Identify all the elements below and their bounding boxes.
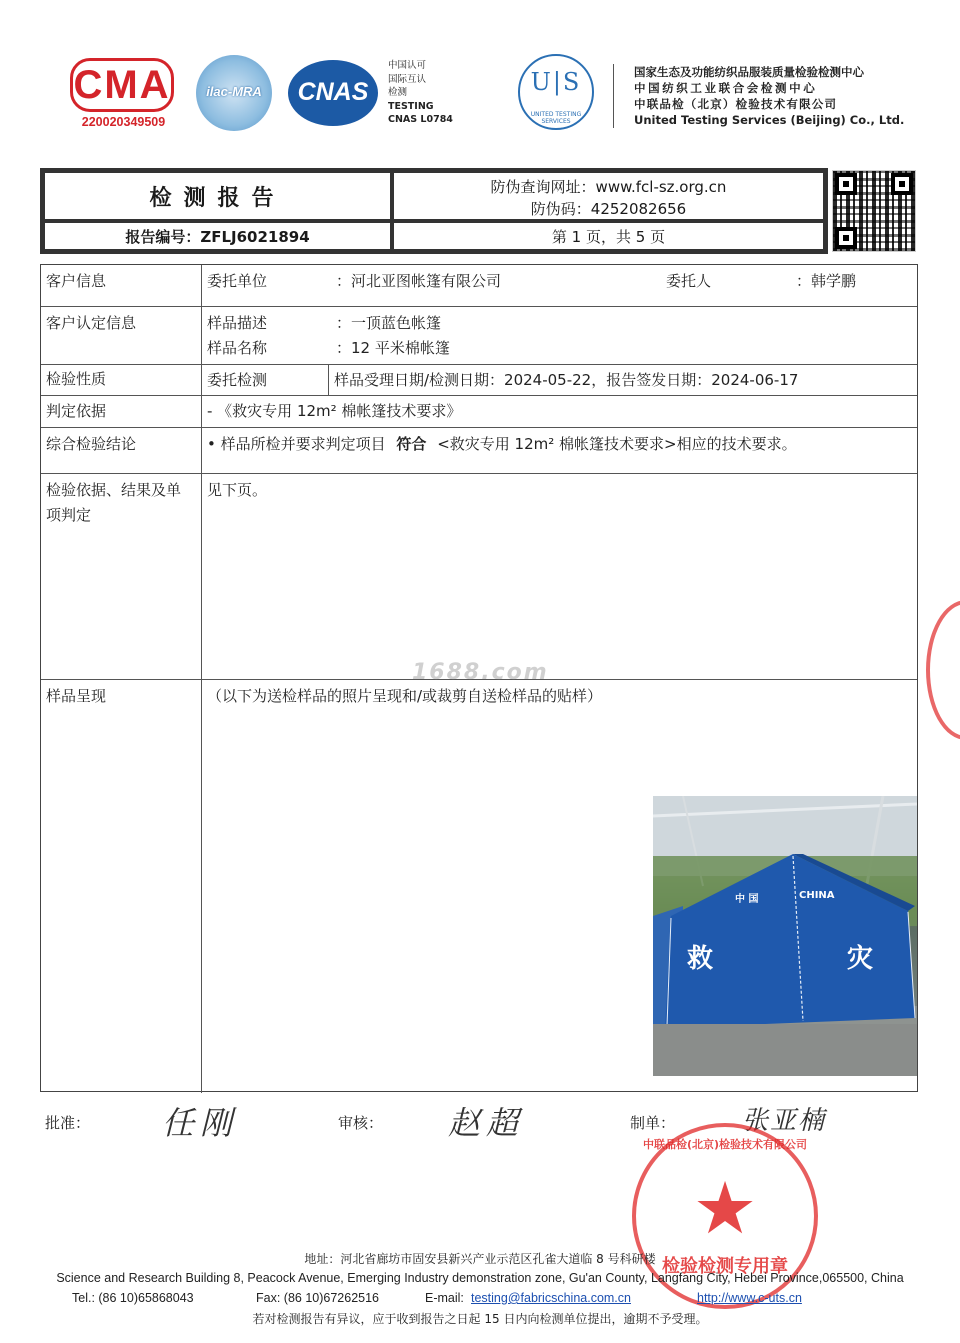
column-divider (328, 364, 329, 395)
cnas-info-line: 中国认可 (388, 60, 427, 71)
principal-label: 委托人 (666, 272, 712, 290)
results-value: 见下页。 (207, 481, 268, 499)
sample-display-value: （以下为送检样品的照片呈现和/或裁剪自送检样品的贴样） (207, 687, 603, 705)
cnas-logo-text: CNAS (297, 78, 369, 106)
anti-fake-code: 防伪码：4252082656 (530, 200, 687, 218)
entrusting-unit-label: 委托单位 (207, 272, 268, 290)
cnas-info-line: 检测 (388, 87, 408, 98)
cnas-info-line: 国际互认 (388, 73, 427, 85)
results-label-line1: 检验依据、结果及单 (46, 481, 182, 499)
sample-desc-value: ：一顶蓝色帐篷 (336, 314, 442, 332)
row-divider (41, 427, 917, 428)
cnas-info-line: TESTING (388, 100, 434, 112)
test-nature-label: 检验性质 (46, 370, 107, 388)
sample-display-label: 样品呈现 (46, 687, 107, 705)
cma-number: 220020349509 (81, 115, 166, 129)
qr-finder (835, 227, 857, 249)
report-title: 检测报告 (42, 170, 391, 220)
basis-label: 判定依据 (46, 402, 107, 420)
column-divider (201, 265, 202, 1093)
title-block (40, 168, 828, 254)
row-divider (41, 473, 917, 474)
row-divider (41, 364, 917, 365)
entrusting-unit-value: ：河北亚图帐篷有限公司 (336, 272, 502, 290)
row-divider (41, 395, 917, 396)
client-info-label: 客户信息 (46, 272, 107, 290)
stamp-bottom-text: 检验检测专用章 (662, 1256, 788, 1277)
tent-word-disaster: 灾 (847, 944, 874, 974)
tent-label-left: 中 国 (735, 894, 759, 905)
review-label: 审核： (338, 1114, 384, 1132)
conclusion-verdict: 符合 (396, 435, 427, 453)
sample-photo (653, 796, 917, 1076)
footer-tel: Tel.: (86 10)65868043 (72, 1291, 194, 1305)
test-nature-value: 委托检测 (207, 371, 268, 389)
tent-label-right: CHINA (799, 890, 835, 901)
org-line: 中联品检（北京）检验技术有限公司 (634, 97, 838, 111)
principal-value: ：韩学鹏 (796, 272, 857, 290)
prepare-label: 制单： (630, 1114, 676, 1132)
uts-logo-mark: U|S (530, 68, 582, 96)
stamp-star-icon: ★ (692, 1166, 758, 1250)
org-line: 国家生态及功能纺织品服装质量检验检测中心 (634, 65, 864, 79)
sample-name-value: ：12 平米棉帐篷 (336, 339, 450, 357)
uts-logo-caption: UNITED TESTING SERVICES (530, 111, 582, 125)
footer-notice: 若对检测报告有异议，应于收到报告之日起 15 日内向检测单位提出，逾期不予受理。 (252, 1312, 708, 1326)
conclusion-text (207, 432, 797, 456)
cnas-info-line: CNAS L0784 (388, 114, 453, 125)
footer-fax: Fax: (86 10)67262516 (256, 1291, 380, 1305)
test-dates: 样品受理日期/检测日期：2024-05-22，报告签发日期：2024-06-17 (334, 371, 799, 389)
anti-fake-url: 防伪查询网址：www.fcl-sz.org.cn (490, 178, 727, 196)
prepare-signature: 张亚楠 (742, 1106, 827, 1136)
footer-website-link[interactable]: http://www.c-uts.cn (697, 1291, 802, 1305)
qr-finder (891, 173, 913, 195)
footer-email-label: E-mail: (425, 1291, 464, 1305)
header-divider (613, 64, 614, 128)
results-label-line2: 项判定 (46, 506, 92, 524)
conclusion-label: 综合检验结论 (46, 435, 137, 453)
organization-names (634, 64, 904, 128)
sample-desc-label: 样品描述 (207, 314, 268, 332)
page-info: 第 1 页，共 5 页 (391, 220, 826, 252)
cma-logo: CMA (70, 58, 174, 112)
footer-email-link[interactable]: testing@fabricschina.com.cn (471, 1291, 631, 1305)
org-line: United Testing Services (Beijing) Co., Ltd. (634, 113, 905, 127)
stamp-top-text: 中联品检(北京)检验技术有限公司 (642, 1138, 808, 1151)
customer-confirm-label: 客户认定信息 (46, 314, 137, 332)
tent-word-rescue: 救 (687, 944, 714, 974)
report-number: 报告编号：ZFLJ6021894 (42, 220, 391, 252)
sample-name-label: 样品名称 (207, 339, 268, 357)
anti-fake-info (391, 170, 826, 220)
conclusion-prefix: • 样品所检并要求判定项目 (207, 435, 386, 453)
approve-signature: 任刚 (162, 1104, 239, 1142)
qr-code-icon (832, 170, 916, 252)
qr-finder (835, 173, 857, 195)
ilac-mra-text: ilac-MRA (206, 84, 262, 99)
review-signature: 赵超 (448, 1104, 525, 1142)
conclusion-suffix: <救灾专用 12m² 棉帐篷技术要求>相应的技术要求。 (437, 435, 797, 453)
basis-value: - 《救灾专用 12m² 棉帐篷技术要求》 (207, 402, 462, 420)
approve-label: 批准： (45, 1114, 91, 1132)
footer-address-cn: 地址：河北省廊坊市固安县新兴产业示范区孔雀大道临 8 号科研楼 (304, 1252, 656, 1266)
org-line: 中国纺织工业联合会检测中心 (634, 81, 818, 95)
footer-address-en: Science and Research Building 8, Peacock Avenue, Emerging Industry demonstration zone, Gu'an County, Langfang City, Hebei Province,065500, China (56, 1271, 904, 1285)
side-seal-stamp (926, 600, 960, 740)
tent-illustration (653, 796, 917, 1076)
cnas-info (388, 59, 453, 127)
row-divider (41, 306, 917, 307)
watermark: 1688.com (412, 660, 549, 685)
